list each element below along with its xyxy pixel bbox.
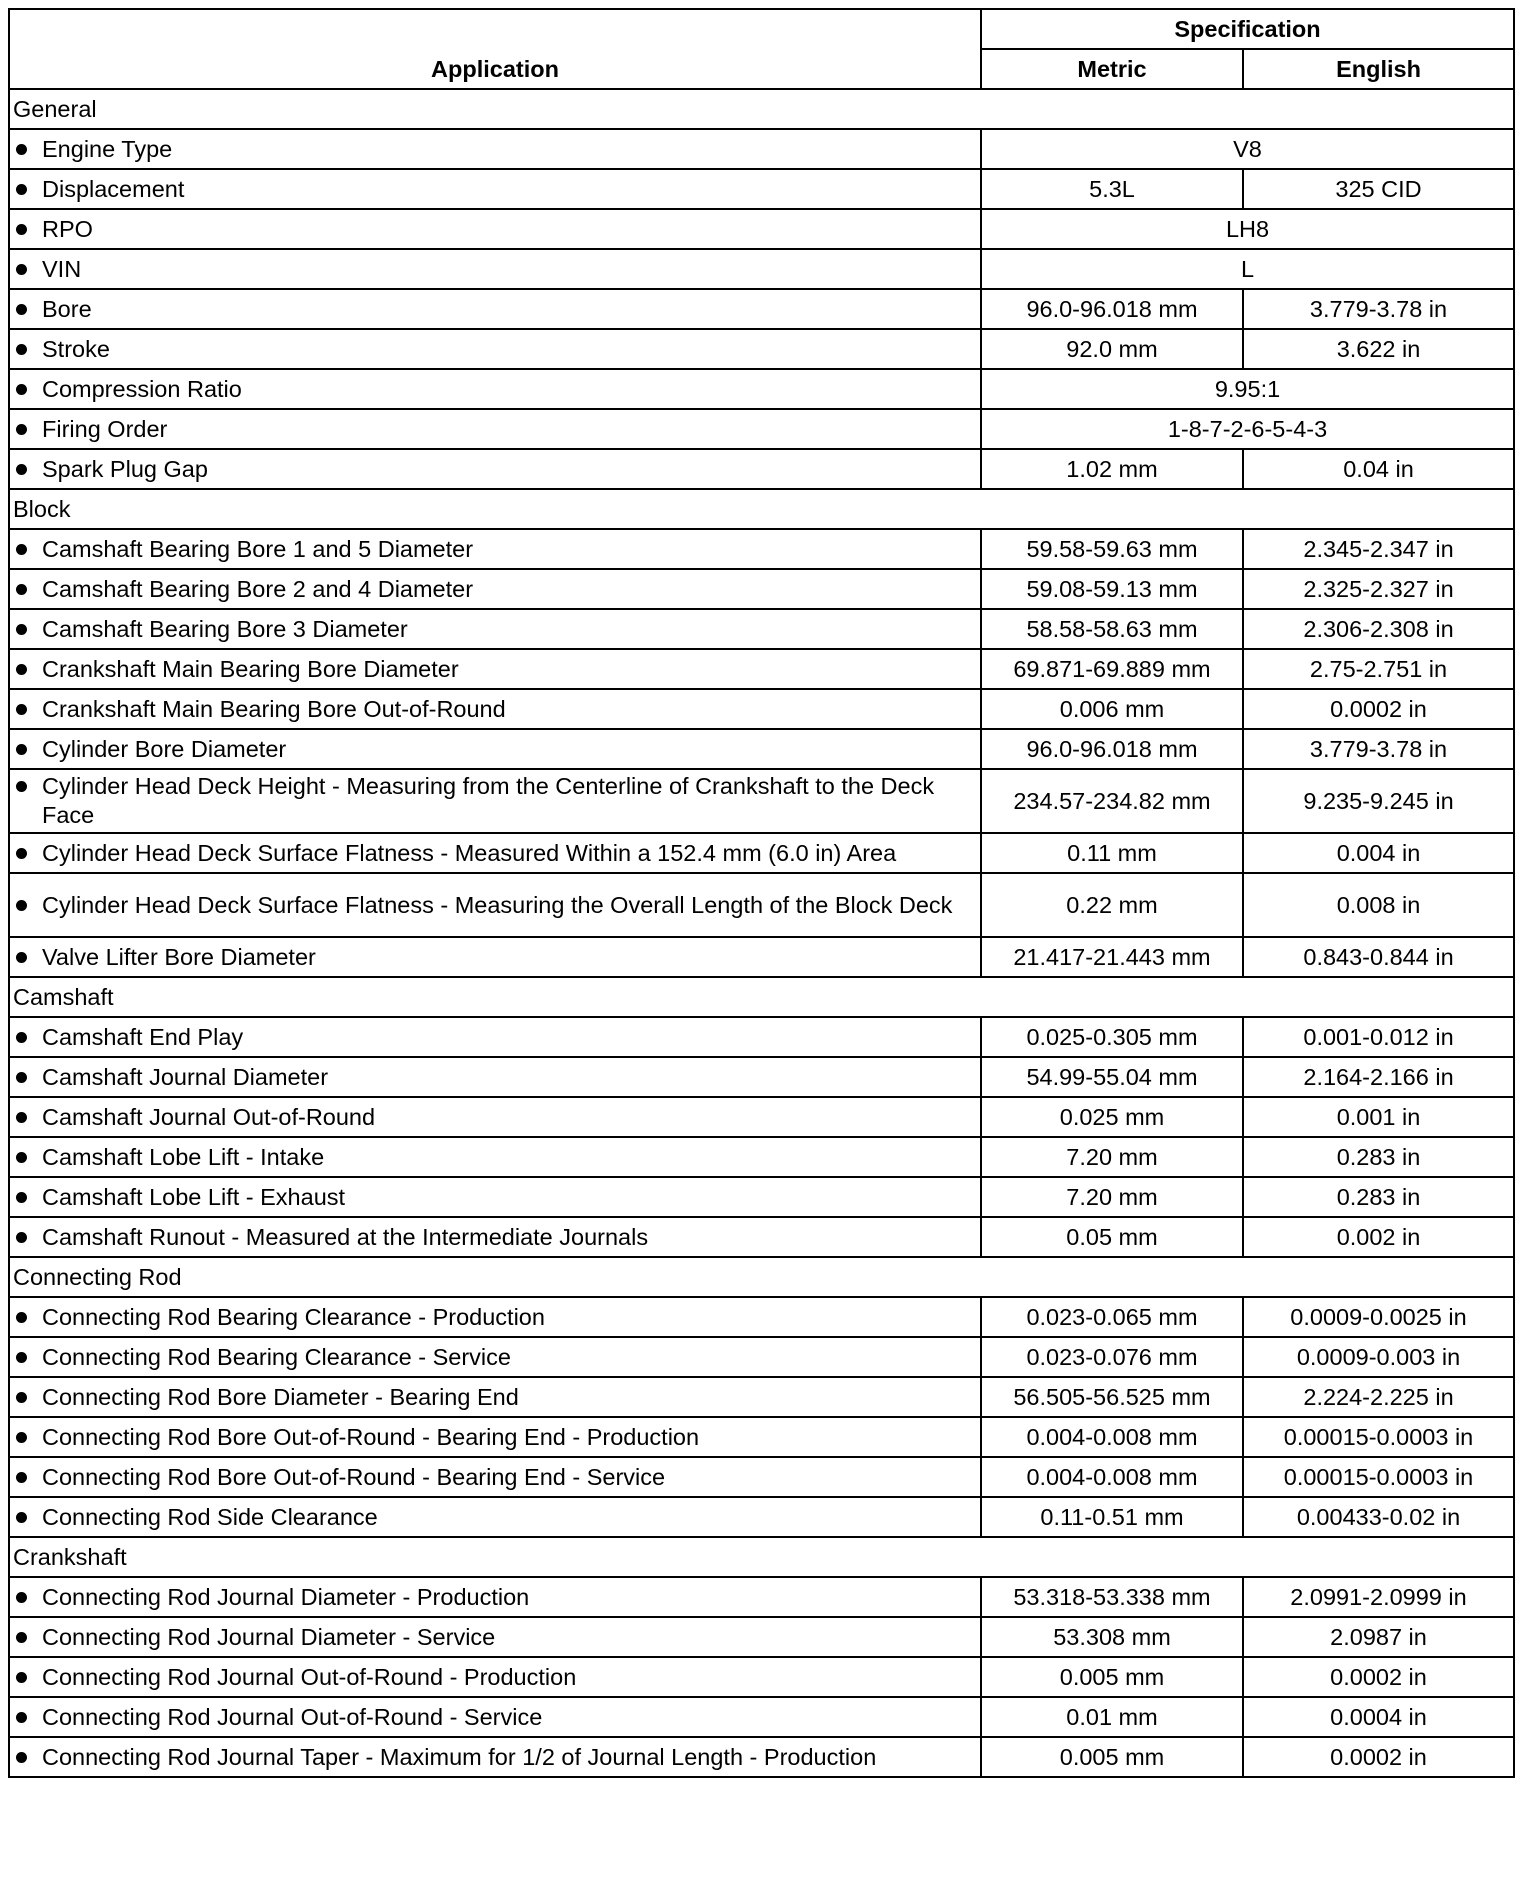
metric-value: 7.20 mm [981, 1137, 1243, 1177]
bullet-icon [16, 1672, 27, 1683]
bullet-icon [16, 624, 27, 635]
metric-value: 0.005 mm [981, 1657, 1243, 1697]
table-row [9, 1217, 1514, 1257]
application-cell [9, 1337, 981, 1377]
table-row [9, 449, 1514, 489]
application-label: Camshaft Bearing Bore 2 and 4 Diameter [42, 575, 474, 602]
table-row [9, 1737, 1514, 1777]
english-value: 325 CID [1243, 169, 1514, 209]
bullet-icon [16, 1632, 27, 1643]
engine-spec-table [8, 8, 1515, 1778]
bullet-icon [16, 1232, 27, 1243]
application-cell [9, 1417, 981, 1457]
application-label: Connecting Rod Journal Out-of-Round - Service [42, 1703, 543, 1730]
application-label: Connecting Rod Bore Out-of-Round - Bearing End - Production [42, 1423, 700, 1450]
table-row [9, 1577, 1514, 1617]
application-cell [9, 1177, 981, 1217]
application-cell [9, 689, 981, 729]
group-title: Connecting Rod [9, 1257, 1514, 1297]
header-row [9, 9, 1514, 49]
application-cell [9, 1097, 981, 1137]
application-label: Connecting Rod Journal Taper - Maximum for 1/2 of Journal Length - Production [42, 1743, 877, 1770]
application-cell [9, 329, 981, 369]
metric-value: 92.0 mm [981, 329, 1243, 369]
table-row [9, 129, 1514, 169]
table-row [9, 1177, 1514, 1217]
english-value: 0.0009-0.0025 in [1243, 1297, 1514, 1337]
application-label: Connecting Rod Bearing Clearance - Service [42, 1343, 511, 1370]
application-label: Camshaft Lobe Lift - Intake [42, 1143, 325, 1170]
english-header: English [1243, 49, 1514, 89]
english-value: 0.0002 in [1243, 689, 1514, 729]
bullet-icon [16, 1472, 27, 1483]
metric-value: 0.004-0.008 mm [981, 1417, 1243, 1457]
table-row [9, 529, 1514, 569]
table-row [9, 1697, 1514, 1737]
bullet-icon [16, 144, 27, 155]
metric-value: 56.505-56.525 mm [981, 1377, 1243, 1417]
spec-table-container [8, 8, 1513, 1778]
english-value: 2.75-2.751 in [1243, 649, 1514, 689]
application-cell [9, 833, 981, 873]
table-row [9, 249, 1514, 289]
bullet-icon [16, 584, 27, 595]
application-label: Bore [42, 295, 92, 322]
english-value: 2.164-2.166 in [1243, 1057, 1514, 1097]
bullet-icon [16, 184, 27, 195]
table-row [9, 729, 1514, 769]
english-value: 2.325-2.327 in [1243, 569, 1514, 609]
application-label: Crankshaft Main Bearing Bore Diameter [42, 655, 459, 682]
english-value: 9.235-9.245 in [1243, 769, 1514, 833]
bullet-icon [16, 848, 27, 859]
application-label: Camshaft Bearing Bore 1 and 5 Diameter [42, 535, 474, 562]
metric-value: 234.57-234.82 mm [981, 769, 1243, 833]
bullet-icon [16, 424, 27, 435]
bullet-icon [16, 1072, 27, 1083]
application-cell [9, 569, 981, 609]
bullet-icon [16, 1352, 27, 1363]
application-cell [9, 769, 981, 833]
table-row [9, 1017, 1514, 1057]
english-value: 0.04 in [1243, 449, 1514, 489]
metric-value: 5.3L [981, 169, 1243, 209]
application-cell [9, 1377, 981, 1417]
english-value: 0.00015-0.0003 in [1243, 1417, 1514, 1457]
english-value: 0.283 in [1243, 1177, 1514, 1217]
table-row [9, 1657, 1514, 1697]
application-label: Firing Order [42, 415, 168, 442]
application-label: Cylinder Head Deck Surface Flatness - Measuring the Overall Length of the Block Deck [42, 891, 953, 918]
bullet-icon [16, 1432, 27, 1443]
bullet-icon [16, 384, 27, 395]
bullet-icon [16, 1032, 27, 1043]
bullet-icon [16, 664, 27, 675]
bullet-icon [16, 781, 27, 792]
metric-value: 7.20 mm [981, 1177, 1243, 1217]
english-value: 0.002 in [1243, 1217, 1514, 1257]
application-cell [9, 1137, 981, 1177]
metric-value: 0.004-0.008 mm [981, 1457, 1243, 1497]
application-cell [9, 169, 981, 209]
table-row [9, 1097, 1514, 1137]
application-label: Connecting Rod Journal Out-of-Round - Production [42, 1663, 577, 1690]
spec-value-merged: 1-8-7-2-6-5-4-3 [981, 409, 1514, 449]
application-label: Connecting Rod Bearing Clearance - Production [42, 1303, 545, 1330]
table-row [9, 1297, 1514, 1337]
group-title: Crankshaft [9, 1537, 1514, 1577]
english-value: 0.00015-0.0003 in [1243, 1457, 1514, 1497]
application-label: Camshaft Lobe Lift - Exhaust [42, 1183, 346, 1210]
bullet-icon [16, 900, 27, 911]
application-cell [9, 1217, 981, 1257]
bullet-icon [16, 704, 27, 715]
english-value: 2.0991-2.0999 in [1243, 1577, 1514, 1617]
group-row [9, 1537, 1514, 1577]
application-cell [9, 649, 981, 689]
table-row [9, 1457, 1514, 1497]
metric-value: 0.11-0.51 mm [981, 1497, 1243, 1537]
application-label: Compression Ratio [42, 375, 242, 402]
metric-value: 69.871-69.889 mm [981, 649, 1243, 689]
table-row [9, 1617, 1514, 1657]
table-row [9, 169, 1514, 209]
application-cell [9, 1457, 981, 1497]
application-cell [9, 1737, 981, 1777]
application-label: Camshaft Bearing Bore 3 Diameter [42, 615, 408, 642]
english-value: 0.008 in [1243, 873, 1514, 937]
application-label: Crankshaft Main Bearing Bore Out-of-Round [42, 695, 506, 722]
bullet-icon [16, 224, 27, 235]
english-value: 0.0002 in [1243, 1657, 1514, 1697]
bullet-icon [16, 744, 27, 755]
metric-value: 59.58-59.63 mm [981, 529, 1243, 569]
table-row [9, 369, 1514, 409]
bullet-icon [16, 1312, 27, 1323]
application-label: Camshaft End Play [42, 1023, 244, 1050]
bullet-icon [16, 1152, 27, 1163]
english-value: 0.283 in [1243, 1137, 1514, 1177]
application-label: Engine Type [42, 135, 173, 162]
application-cell [9, 873, 981, 937]
application-cell [9, 529, 981, 569]
application-label: Connecting Rod Journal Diameter - Service [42, 1623, 496, 1650]
application-label: Cylinder Head Deck Height - Measuring from the Centerline of Crankshaft to the Deck Face [42, 773, 935, 828]
english-value: 3.622 in [1243, 329, 1514, 369]
metric-value: 96.0-96.018 mm [981, 729, 1243, 769]
application-cell [9, 1297, 981, 1337]
application-cell [9, 937, 981, 977]
bullet-icon [16, 1192, 27, 1203]
application-cell [9, 1017, 981, 1057]
spec-body [9, 89, 1514, 1777]
group-title: Block [9, 489, 1514, 529]
spec-value-merged: LH8 [981, 209, 1514, 249]
application-cell [9, 1577, 981, 1617]
table-row [9, 569, 1514, 609]
application-label: Connecting Rod Bore Diameter - Bearing End [42, 1383, 519, 1410]
application-label: VIN [42, 255, 82, 282]
application-header: Application [9, 9, 981, 89]
spec-value-merged: V8 [981, 129, 1514, 169]
metric-value: 96.0-96.018 mm [981, 289, 1243, 329]
application-cell [9, 609, 981, 649]
spec-value-merged: L [981, 249, 1514, 289]
metric-value: 0.01 mm [981, 1697, 1243, 1737]
english-value: 0.00433-0.02 in [1243, 1497, 1514, 1537]
group-row [9, 89, 1514, 129]
application-cell [9, 369, 981, 409]
metric-value: 0.005 mm [981, 1737, 1243, 1777]
english-value: 0.0004 in [1243, 1697, 1514, 1737]
bullet-icon [16, 952, 27, 963]
application-label: Cylinder Bore Diameter [42, 735, 287, 762]
table-row [9, 769, 1514, 833]
metric-value: 53.308 mm [981, 1617, 1243, 1657]
metric-value: 0.006 mm [981, 689, 1243, 729]
table-row [9, 833, 1514, 873]
group-title: General [9, 89, 1514, 129]
application-label: Stroke [42, 335, 110, 362]
bullet-icon [16, 464, 27, 475]
bullet-icon [16, 1752, 27, 1763]
group-title: Camshaft [9, 977, 1514, 1017]
table-row [9, 209, 1514, 249]
metric-value: 53.318-53.338 mm [981, 1577, 1243, 1617]
metric-value: 21.417-21.443 mm [981, 937, 1243, 977]
application-label: Connecting Rod Journal Diameter - Production [42, 1583, 530, 1610]
english-value: 0.001 in [1243, 1097, 1514, 1137]
table-row [9, 1057, 1514, 1097]
group-row [9, 977, 1514, 1017]
table-row [9, 1417, 1514, 1457]
application-cell [9, 289, 981, 329]
metric-value: 54.99-55.04 mm [981, 1057, 1243, 1097]
application-cell [9, 1057, 981, 1097]
application-cell [9, 1697, 981, 1737]
bullet-icon [16, 1592, 27, 1603]
english-value: 3.779-3.78 in [1243, 729, 1514, 769]
application-cell [9, 249, 981, 289]
spec-value-merged: 9.95:1 [981, 369, 1514, 409]
metric-value: 1.02 mm [981, 449, 1243, 489]
english-value: 0.0002 in [1243, 1737, 1514, 1777]
application-label: Connecting Rod Side Clearance [42, 1503, 378, 1530]
group-row [9, 1257, 1514, 1297]
table-row [9, 1337, 1514, 1377]
metric-value: 0.05 mm [981, 1217, 1243, 1257]
bullet-icon [16, 264, 27, 275]
metric-value: 0.023-0.076 mm [981, 1337, 1243, 1377]
application-cell [9, 729, 981, 769]
metric-value: 0.025 mm [981, 1097, 1243, 1137]
application-label: Connecting Rod Bore Out-of-Round - Bearing End - Service [42, 1463, 666, 1490]
bullet-icon [16, 1712, 27, 1723]
english-value: 2.306-2.308 in [1243, 609, 1514, 649]
metric-header: Metric [981, 49, 1243, 89]
english-value: 2.345-2.347 in [1243, 529, 1514, 569]
english-value: 3.779-3.78 in [1243, 289, 1514, 329]
table-row [9, 1137, 1514, 1177]
bullet-icon [16, 344, 27, 355]
table-row [9, 409, 1514, 449]
application-cell [9, 209, 981, 249]
bullet-icon [16, 304, 27, 315]
group-row [9, 489, 1514, 529]
table-row [9, 1377, 1514, 1417]
metric-value: 58.58-58.63 mm [981, 609, 1243, 649]
english-value: 0.843-0.844 in [1243, 937, 1514, 977]
bullet-icon [16, 1512, 27, 1523]
application-label: RPO [42, 215, 93, 242]
table-row [9, 329, 1514, 369]
metric-value: 0.22 mm [981, 873, 1243, 937]
table-row [9, 1497, 1514, 1537]
application-label: Camshaft Journal Out-of-Round [42, 1103, 376, 1130]
application-label: Displacement [42, 175, 185, 202]
application-cell [9, 409, 981, 449]
table-row [9, 649, 1514, 689]
application-label: Spark Plug Gap [42, 455, 208, 482]
application-cell [9, 1657, 981, 1697]
application-cell [9, 1617, 981, 1657]
english-value: 0.004 in [1243, 833, 1514, 873]
table-row [9, 873, 1514, 937]
table-row [9, 609, 1514, 649]
application-label: Valve Lifter Bore Diameter [42, 943, 316, 970]
english-value: 0.001-0.012 in [1243, 1017, 1514, 1057]
table-row [9, 689, 1514, 729]
english-value: 2.0987 in [1243, 1617, 1514, 1657]
metric-value: 0.023-0.065 mm [981, 1297, 1243, 1337]
application-cell [9, 129, 981, 169]
metric-value: 0.11 mm [981, 833, 1243, 873]
english-value: 2.224-2.225 in [1243, 1377, 1514, 1417]
application-label: Camshaft Runout - Measured at the Intermediate Journals [42, 1223, 649, 1250]
english-value: 0.0009-0.003 in [1243, 1337, 1514, 1377]
bullet-icon [16, 1112, 27, 1123]
metric-value: 0.025-0.305 mm [981, 1017, 1243, 1057]
metric-value: 59.08-59.13 mm [981, 569, 1243, 609]
application-cell [9, 449, 981, 489]
application-cell [9, 1497, 981, 1537]
bullet-icon [16, 544, 27, 555]
table-row [9, 289, 1514, 329]
specification-header: Specification [981, 9, 1514, 49]
table-row [9, 937, 1514, 977]
bullet-icon [16, 1392, 27, 1403]
application-label: Camshaft Journal Diameter [42, 1063, 329, 1090]
application-label: Cylinder Head Deck Surface Flatness - Measured Within a 152.4 mm (6.0 in) Area [42, 839, 897, 866]
